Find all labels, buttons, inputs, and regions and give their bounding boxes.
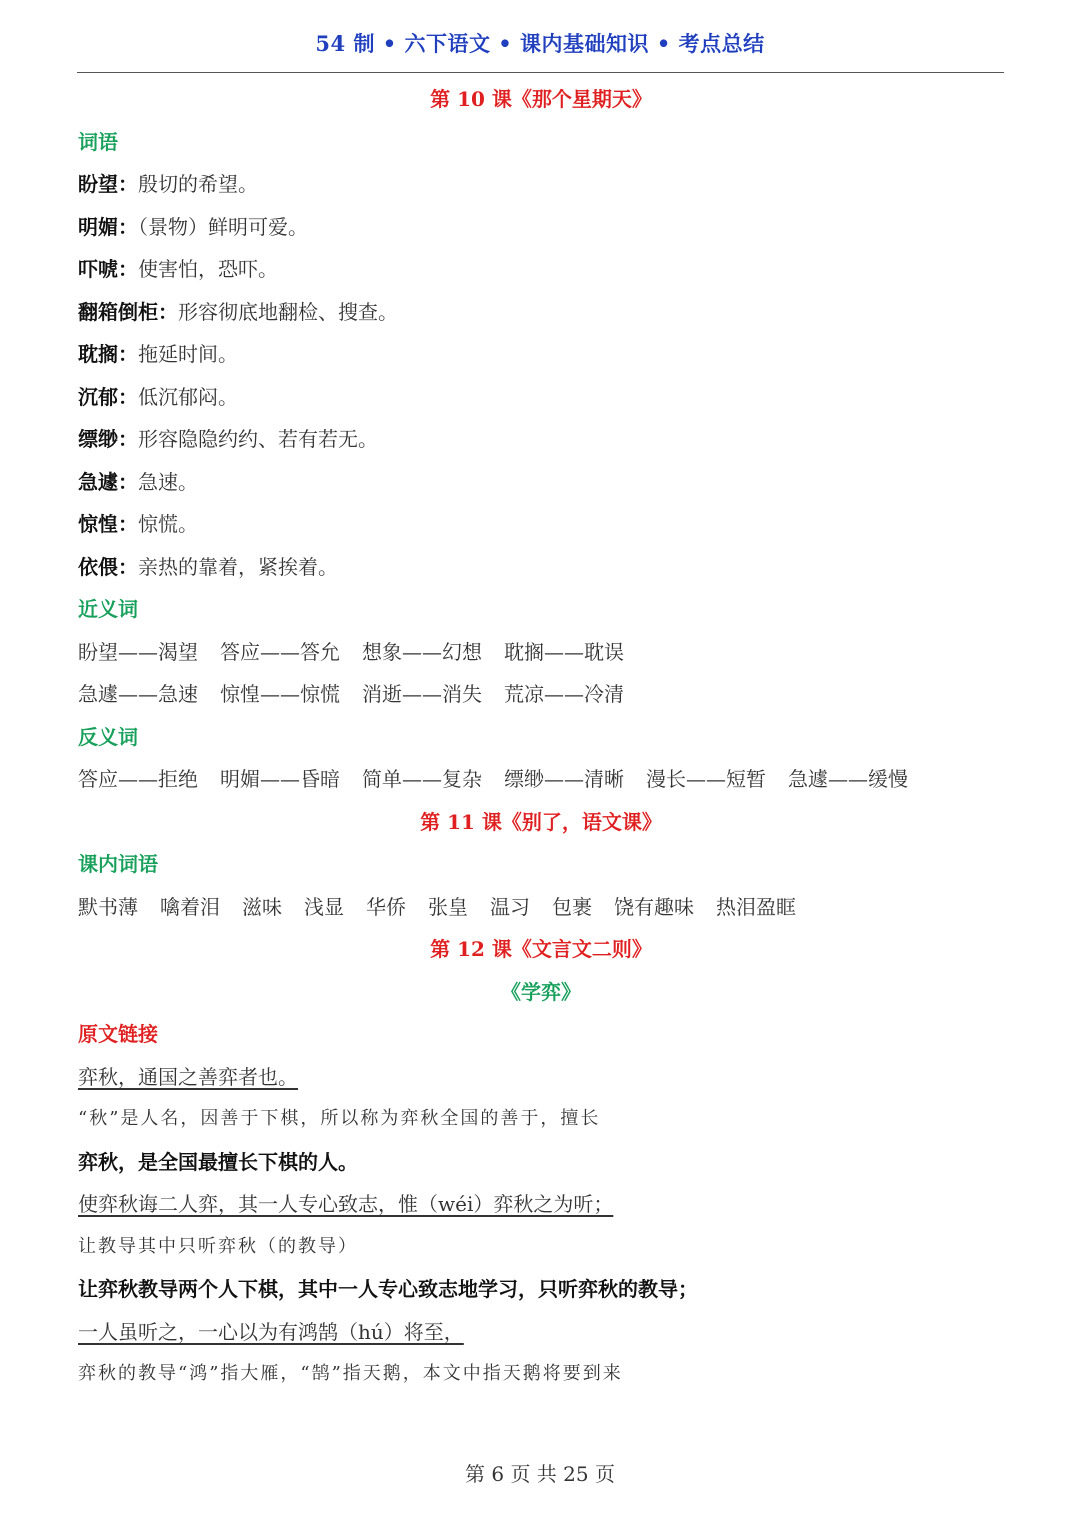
original-text-heading: 原文链接: [78, 1022, 158, 1046]
word-entry: [78, 206, 1004, 249]
word-entry: [78, 333, 1004, 376]
antonym-pair: 缥缈——清晰: [504, 767, 624, 791]
word-entry: [78, 503, 1004, 546]
page-header: 54 制 • 六下语文 • 课内基础知识 • 考点总结: [315, 31, 765, 56]
word-entry: [78, 248, 1004, 291]
lesson-word: 包裹: [552, 894, 592, 919]
original-text-1: 弈秋，通国之善弈者也。: [78, 1064, 298, 1089]
header-divider: [77, 72, 1004, 73]
word-definition: 形容彻底地翻检、搜查。: [178, 299, 398, 324]
word-term: 缥缈：: [78, 427, 138, 451]
word-entry: [78, 461, 1004, 504]
word-definition: 使害怕，恐吓。: [138, 257, 278, 281]
word-entry: [78, 546, 1004, 589]
word-entry: [78, 376, 1004, 419]
word-entry: [78, 418, 1004, 461]
synonym-pair: 急遽——急速: [78, 682, 198, 706]
word-definition: 低沉郁闷。: [138, 384, 238, 409]
synonym-pair: 想象——幻想: [362, 639, 482, 664]
synonyms-heading: 近义词: [78, 597, 138, 621]
document-body: [78, 78, 1004, 1396]
synonym-pair: 盼望——渴望: [78, 639, 198, 664]
lesson-12-title: 第 12 课《文言文二则》: [430, 937, 652, 961]
translation-2: 让弈秋教导两个人下棋，其中一人专心致志地学习，只听弈秋的教导；: [78, 1277, 698, 1301]
synonym-pair: 答应——答允: [220, 639, 340, 664]
word-entry: [78, 291, 1004, 334]
lesson-word: 热泪盈眶: [716, 894, 796, 919]
antonyms-heading: 反义词: [78, 724, 138, 749]
lesson-11-words: [78, 886, 1004, 929]
antonym-pair: 明媚——昏暗: [220, 767, 340, 791]
lesson-word: 饶有趣味: [614, 894, 694, 919]
original-text-2: 使弈秋诲二人弈，其一人专心致志，惟（wéi）弈秋之为听；: [78, 1192, 614, 1216]
word-definition: 急速。: [138, 469, 198, 494]
annotation-3: 弈秋的教导“鸿”指大雁，“鹄”指天鹅，本文中指天鹅将要到来: [78, 1363, 623, 1384]
word-definition: 形容隐隐约约、若有若无。: [138, 427, 378, 451]
synonym-pair: 荒凉——冷清: [504, 682, 624, 706]
page-number: 第 6 页 共 25 页: [465, 1462, 615, 1486]
original-line-3: [78, 1311, 1004, 1354]
word-term: 吓唬：: [78, 257, 138, 281]
antonyms-row: [78, 758, 1004, 801]
synonym-pair: 惊惶——惊慌: [220, 682, 340, 706]
synonyms-row-1: [78, 631, 1004, 674]
word-definitions: [78, 163, 1004, 588]
original-line-2: [78, 1183, 1004, 1226]
word-term: 翻箱倒柜：: [78, 299, 178, 324]
lesson-word: 浅显: [304, 894, 344, 919]
word-term: 急遽：: [78, 469, 138, 494]
lesson-word: 滋味: [242, 894, 282, 919]
translation-1: 弈秋，是全国最擅长下棋的人。: [78, 1149, 358, 1174]
lesson-12-subtitle: 《学弈》: [501, 979, 581, 1004]
word-term: 惊惶：: [78, 512, 138, 536]
lesson-word: 温习: [490, 894, 530, 919]
words-heading: 词语: [78, 129, 118, 154]
word-term: 依偎：: [78, 554, 138, 579]
word-definition: （景物）鲜明可爱。: [138, 214, 308, 239]
word-term: 耽搁：: [78, 342, 138, 366]
annotation-1: “秋”是人名，因善于下棋，所以称为弈秋全国的善于，擅长: [78, 1108, 601, 1129]
antonym-pair: 漫长——短暂: [646, 767, 766, 791]
synonym-pair: 消逝——消失: [362, 682, 482, 706]
synonyms-row-2: [78, 673, 1004, 716]
word-definition: 殷切的希望。: [138, 172, 258, 196]
antonym-pair: 急遽——缓慢: [788, 767, 908, 791]
word-definition: 惊慌。: [138, 512, 198, 536]
lesson-11-words-heading: 课内词语: [78, 852, 158, 876]
word-entry: [78, 163, 1004, 206]
word-term: 沉郁：: [78, 384, 138, 409]
antonym-pair: 简单——复杂: [362, 767, 482, 791]
antonym-pair: 答应——拒绝: [78, 767, 198, 791]
lesson-word: 华侨: [366, 894, 406, 919]
lesson-word: 默书薄: [78, 894, 138, 919]
original-line-1: [78, 1056, 1004, 1099]
lesson-11-title: 第 11 课《别了，语文课》: [420, 809, 662, 834]
synonym-pair: 耽搁——耽误: [504, 639, 624, 664]
word-term: 盼望：: [78, 172, 138, 196]
word-definition: 拖延时间。: [138, 342, 238, 366]
lesson-10-title: 第 10 课《那个星期天》: [430, 87, 652, 111]
word-term: 明媚：: [78, 214, 138, 239]
word-definition: 亲热的靠着，紧挨着。: [138, 554, 338, 579]
lesson-word: 张皇: [428, 894, 468, 919]
lesson-word: 噙着泪: [160, 894, 220, 919]
annotation-2: 让教导其中只听弈秋（的教导）: [78, 1235, 358, 1257]
original-text-3: 一人虽听之，一心以为有鸿鹄（hú）将至，: [78, 1319, 464, 1344]
